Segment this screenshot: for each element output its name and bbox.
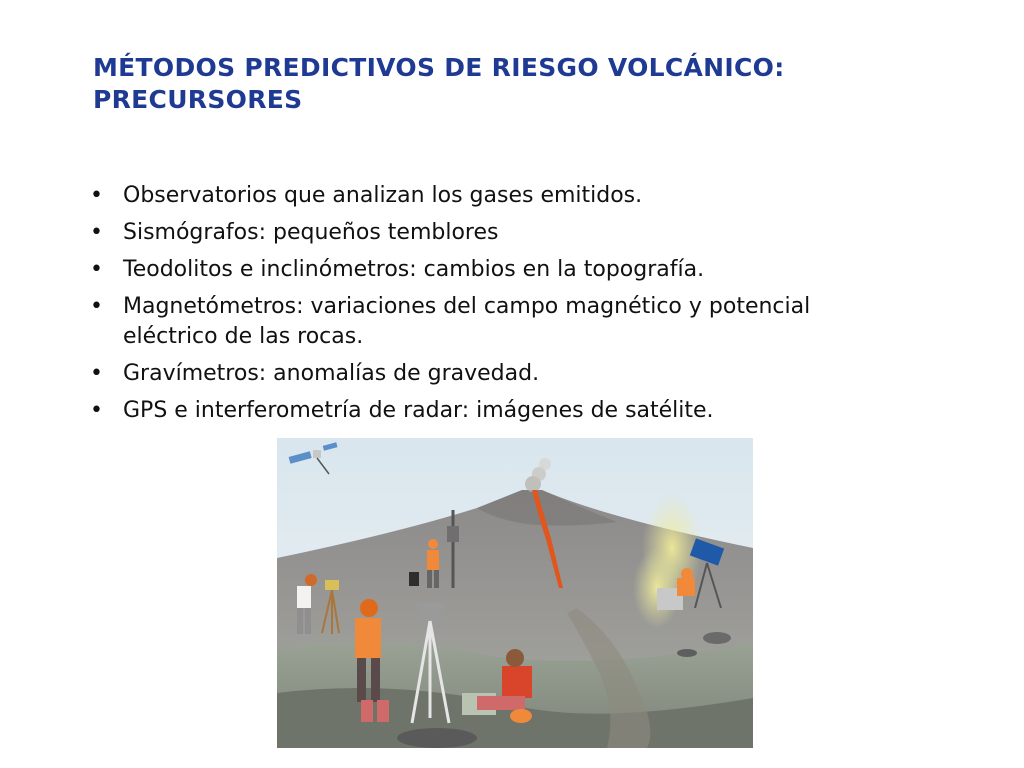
bullet-item: • GPS e interferometría de radar: imágenes de satélite. bbox=[90, 396, 890, 426]
bullet-item: • Gravímetros: anomalías de gravedad. bbox=[90, 359, 890, 389]
volcano-monitoring-illustration bbox=[277, 438, 753, 748]
bullet-list bbox=[90, 181, 890, 433]
bullet-item: • Observatorios que analizan los gases emitidos. bbox=[90, 181, 890, 211]
bullet-item: • Magnetómetros: variaciones del campo magnético y potencial eléctrico de las rocas. bbox=[90, 292, 890, 352]
bullet-item: • Sismógrafos: pequeños temblores bbox=[90, 218, 890, 248]
volcano-scene bbox=[277, 438, 753, 748]
bullet-item: • Teodolitos e inclinómetros: cambios en la topografía. bbox=[90, 255, 890, 285]
slide-title: MÉTODOS PREDICTIVOS DE RIESGO VOLCÁNICO: PRECURSORES bbox=[93, 53, 785, 114]
